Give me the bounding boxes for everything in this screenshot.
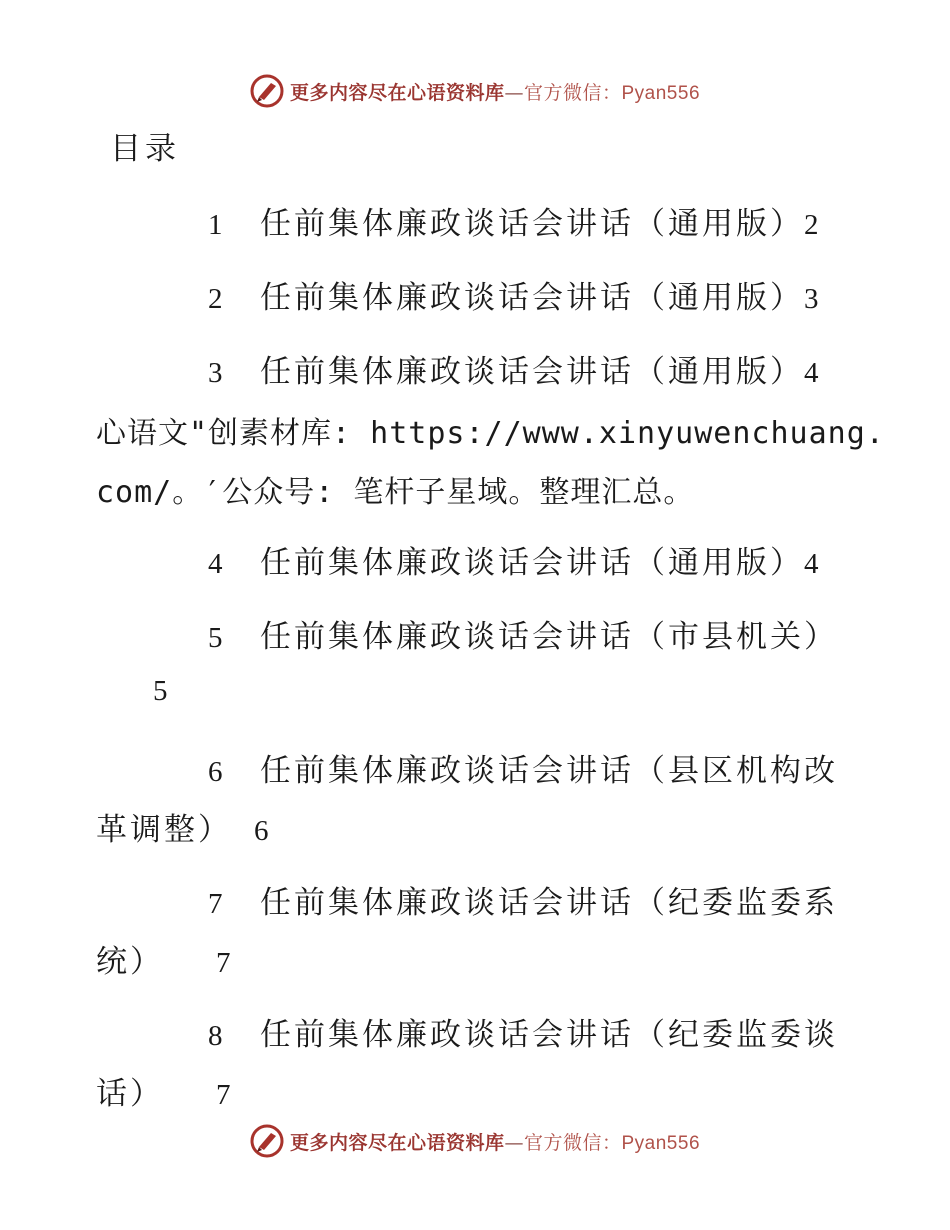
pen-logo-icon	[250, 74, 284, 108]
footer-banner	[0, 1121, 950, 1161]
entry-text-cont: 话）	[96, 1076, 164, 1112]
entry-page: 6	[254, 815, 272, 847]
entry-text: 任前集体廉政谈话会讲话（通用版）	[260, 206, 804, 242]
toc-title: 目录	[110, 131, 180, 167]
entry-text: 任前集体廉政谈话会讲话（市县机关）	[260, 619, 838, 655]
entry-number: 1	[208, 209, 226, 241]
toc-entry	[208, 346, 822, 391]
entry-page: 5	[153, 675, 171, 707]
entry-page: 4	[804, 357, 822, 389]
entry-page: 7	[216, 1079, 234, 1111]
entry-number: 4	[208, 548, 226, 580]
header-banner	[0, 71, 950, 111]
banner-text: 更多内容尽在心语资料库—官方微信：Pyan556	[289, 81, 701, 104]
entry-number: 5	[208, 622, 226, 654]
toc-entry	[208, 1009, 838, 1054]
source-note-line2: com/。′公众号: 笔杆子星域。整理汇总。	[96, 475, 695, 510]
pen-logo-icon	[250, 1124, 284, 1158]
entry-number: 6	[208, 756, 226, 788]
entry-text-cont: 统）	[96, 944, 164, 980]
entry-page: 2	[804, 209, 822, 241]
toc-entry	[208, 272, 822, 317]
toc-entry	[208, 198, 822, 243]
toc-entry	[208, 537, 822, 582]
entry-text-cont: 革调整）	[96, 812, 232, 848]
toc-entry-page-wrap	[153, 672, 171, 708]
entry-text: 任前集体廉政谈话会讲话（通用版）	[260, 545, 804, 581]
entry-number: 3	[208, 357, 226, 389]
toc-entry	[208, 611, 838, 656]
toc-entry-continuation	[96, 804, 272, 849]
entry-text: 任前集体廉政谈话会讲话（纪委监委谈	[260, 1017, 838, 1053]
entry-text: 任前集体廉政谈话会讲话（纪委监委系	[260, 885, 838, 921]
entry-page: 7	[216, 947, 234, 979]
banner-text: 更多内容尽在心语资料库—官方微信：Pyan556	[289, 1131, 701, 1154]
source-note-line1: 心语文"创素材库: https://www.xinyuwenchuang.	[96, 416, 885, 451]
entry-page: 4	[804, 548, 822, 580]
entry-text: 任前集体廉政谈话会讲话（通用版）	[260, 280, 804, 316]
toc-entry	[208, 877, 838, 922]
entry-number: 7	[208, 888, 226, 920]
entry-text: 任前集体廉政谈话会讲话（县区机构改	[260, 753, 838, 789]
entry-text: 任前集体廉政谈话会讲话（通用版）	[260, 354, 804, 390]
entry-number: 2	[208, 283, 226, 315]
entry-number: 8	[208, 1020, 226, 1052]
toc-entry-continuation	[96, 1068, 234, 1113]
toc-entry-continuation	[96, 936, 234, 981]
entry-page: 3	[804, 283, 822, 315]
toc-entry	[208, 745, 838, 790]
